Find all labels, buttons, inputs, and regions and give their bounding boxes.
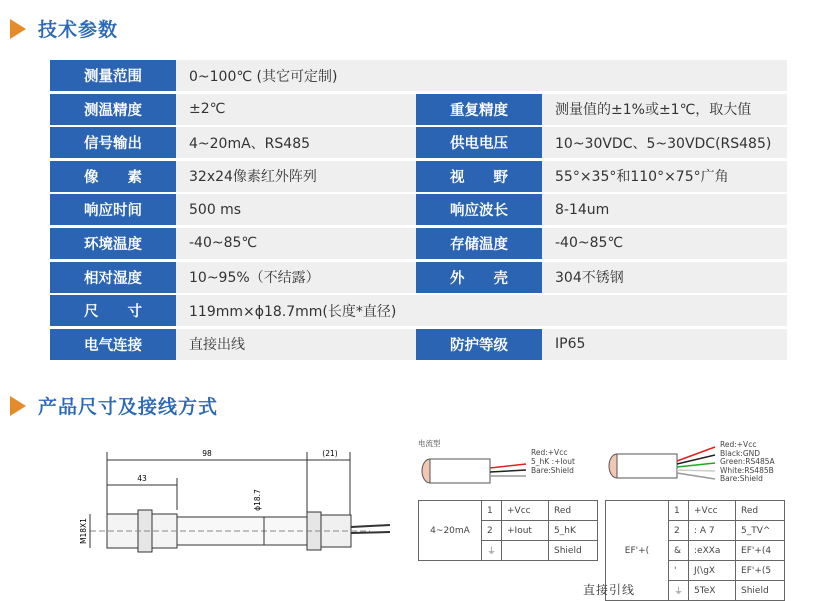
spec-value: -40~85℃ xyxy=(189,235,258,252)
figure-caption: 直接引线 xyxy=(583,583,636,597)
wiring-cell-name: +Iout xyxy=(502,521,549,541)
spec-label: 信号输出 xyxy=(50,127,176,158)
spec-value: 8-14um xyxy=(555,201,610,218)
spec-label: 像 素 xyxy=(50,161,176,192)
dim-thread: M18X1 xyxy=(79,518,88,544)
dim-front-length: 43 xyxy=(137,474,147,483)
spec-label: 防护等级 xyxy=(416,329,542,360)
spec-row xyxy=(50,127,787,158)
spec-value: IP65 xyxy=(555,336,586,353)
wiring-cell-color: Red xyxy=(736,501,785,521)
spec-label: 尺 寸 xyxy=(50,295,176,326)
spec-label: 测量范围 xyxy=(50,60,176,91)
wiring-row xyxy=(419,501,598,521)
wiring-cell-n: 1 xyxy=(482,501,502,521)
spec-row xyxy=(50,329,787,360)
section-title-specs xyxy=(10,15,118,42)
wiring-cell-n: 2 xyxy=(669,521,689,541)
wiring-cell-color: Shield xyxy=(736,581,785,601)
spec-label: 响应波长 xyxy=(416,194,542,225)
spec-row xyxy=(50,228,787,259)
wire-legend xyxy=(531,448,575,475)
spec-value: 304不锈钢 xyxy=(555,270,624,287)
triangle-bullet-icon xyxy=(10,396,26,416)
wiring-cell-color: 5_TV^ xyxy=(736,521,785,541)
spec-label: 相对湿度 xyxy=(50,262,176,293)
wiring-cell-name: :eXXa xyxy=(689,541,736,561)
wire-legend-item: Green:RS485A xyxy=(720,457,775,466)
wire-legend-item: White:RS485B xyxy=(720,465,774,475)
spec-row xyxy=(50,161,787,192)
wiring-cell-color: Red xyxy=(549,501,598,521)
wiring-cell-n: 2 xyxy=(482,521,502,541)
spec-row xyxy=(50,262,787,293)
wiring-cell-n: ' xyxy=(669,561,689,581)
wire-legend-item: Red:+Vcc xyxy=(531,448,568,457)
wiring-cell-n: ⏚ xyxy=(669,581,689,601)
spec-value: 10~30VDC、5~30VDC(RS485) xyxy=(555,135,772,152)
spec-value: 测量值的±1%或±1℃，取大值 xyxy=(555,102,752,119)
wiring-cell-name: J(\gX xyxy=(689,561,736,581)
spec-label: 外 壳 xyxy=(416,262,542,293)
rs485-cable-illustration xyxy=(605,438,785,488)
wire-legend-item: Red:+Vcc xyxy=(720,440,757,449)
wire-legend-item: 5_hK :+Iout xyxy=(531,457,575,466)
wiring-cell-color: EF'+(4 xyxy=(736,541,785,561)
signal-type-cell: EF'+( xyxy=(606,501,669,601)
wiring-cell-name: +Vcc xyxy=(502,501,549,521)
section-title-dimensions xyxy=(10,392,218,419)
spec-label: 重复精度 xyxy=(416,94,542,125)
wire-legend-item: Bare:Shield xyxy=(531,466,574,475)
spec-label: 供电电压 xyxy=(416,127,542,158)
wiring-cell-n: 1 xyxy=(669,501,689,521)
spec-label: 存储温度 xyxy=(416,228,542,259)
wire-legend xyxy=(720,441,775,484)
spec-value: 55°×35°和110°×75°广角 xyxy=(555,169,729,186)
current-wiring-table xyxy=(418,500,598,561)
wiring-cell-name: 5TeX xyxy=(689,581,736,601)
spec-label: 电气连接 xyxy=(50,329,176,360)
dim-cable-length: (21) xyxy=(322,449,338,458)
spec-label: 环境温度 xyxy=(50,228,176,259)
wiring-cell-color: 5_hK xyxy=(549,521,598,541)
spec-row xyxy=(50,295,787,326)
wiring-cell-name: : A 7 xyxy=(689,521,736,541)
wiring-cell-n: & xyxy=(669,541,689,561)
spec-value: 32x24像素红外阵列 xyxy=(189,169,317,186)
spec-row xyxy=(50,60,787,91)
sensor-dimension-drawing xyxy=(50,430,420,580)
wiring-cell-n: ⏚ xyxy=(482,541,502,561)
signal-type-cell: 4~20mA xyxy=(419,501,482,561)
spec-value: 119mm×ϕ18.7mm(长度*直径) xyxy=(189,303,397,320)
current-cable-illustration xyxy=(418,438,588,488)
wiring-cell-color: Shield xyxy=(549,541,598,561)
spec-value: 直接出线 xyxy=(189,337,245,354)
section-heading: 产品尺寸及接线方式 xyxy=(38,396,219,418)
section-heading: 技术参数 xyxy=(38,19,119,41)
spec-value: 0~100℃ (其它可定制) xyxy=(189,68,338,85)
spec-value: ±2℃ xyxy=(189,101,226,118)
spec-label: 测温精度 xyxy=(50,94,176,125)
triangle-bullet-icon xyxy=(10,19,26,39)
spec-row xyxy=(50,194,787,225)
wiring-row xyxy=(606,501,785,521)
dim-diameter: ϕ18.7 xyxy=(253,489,262,511)
spec-value: 500 ms xyxy=(189,201,242,218)
spec-label: 响应时间 xyxy=(50,194,176,225)
spec-value: 10~95%（不结露） xyxy=(189,270,320,287)
wiring-cell-name xyxy=(502,541,549,561)
spec-row xyxy=(50,94,787,125)
spec-table xyxy=(50,60,787,362)
wiring-cell-name: +Vcc xyxy=(689,501,736,521)
wire-legend-item: Bare:Shield xyxy=(720,474,763,483)
wiring-cell-color: EF'+(5 xyxy=(736,561,785,581)
wire-legend-item: Black:GND xyxy=(720,448,761,458)
spec-value: -40~85℃ xyxy=(555,235,624,252)
cable-type-label: 电流型 xyxy=(418,439,441,448)
dim-total-length: 98 xyxy=(202,449,212,458)
spec-value: 4~20mA、RS485 xyxy=(189,135,311,152)
spec-label: 视 野 xyxy=(416,161,542,192)
